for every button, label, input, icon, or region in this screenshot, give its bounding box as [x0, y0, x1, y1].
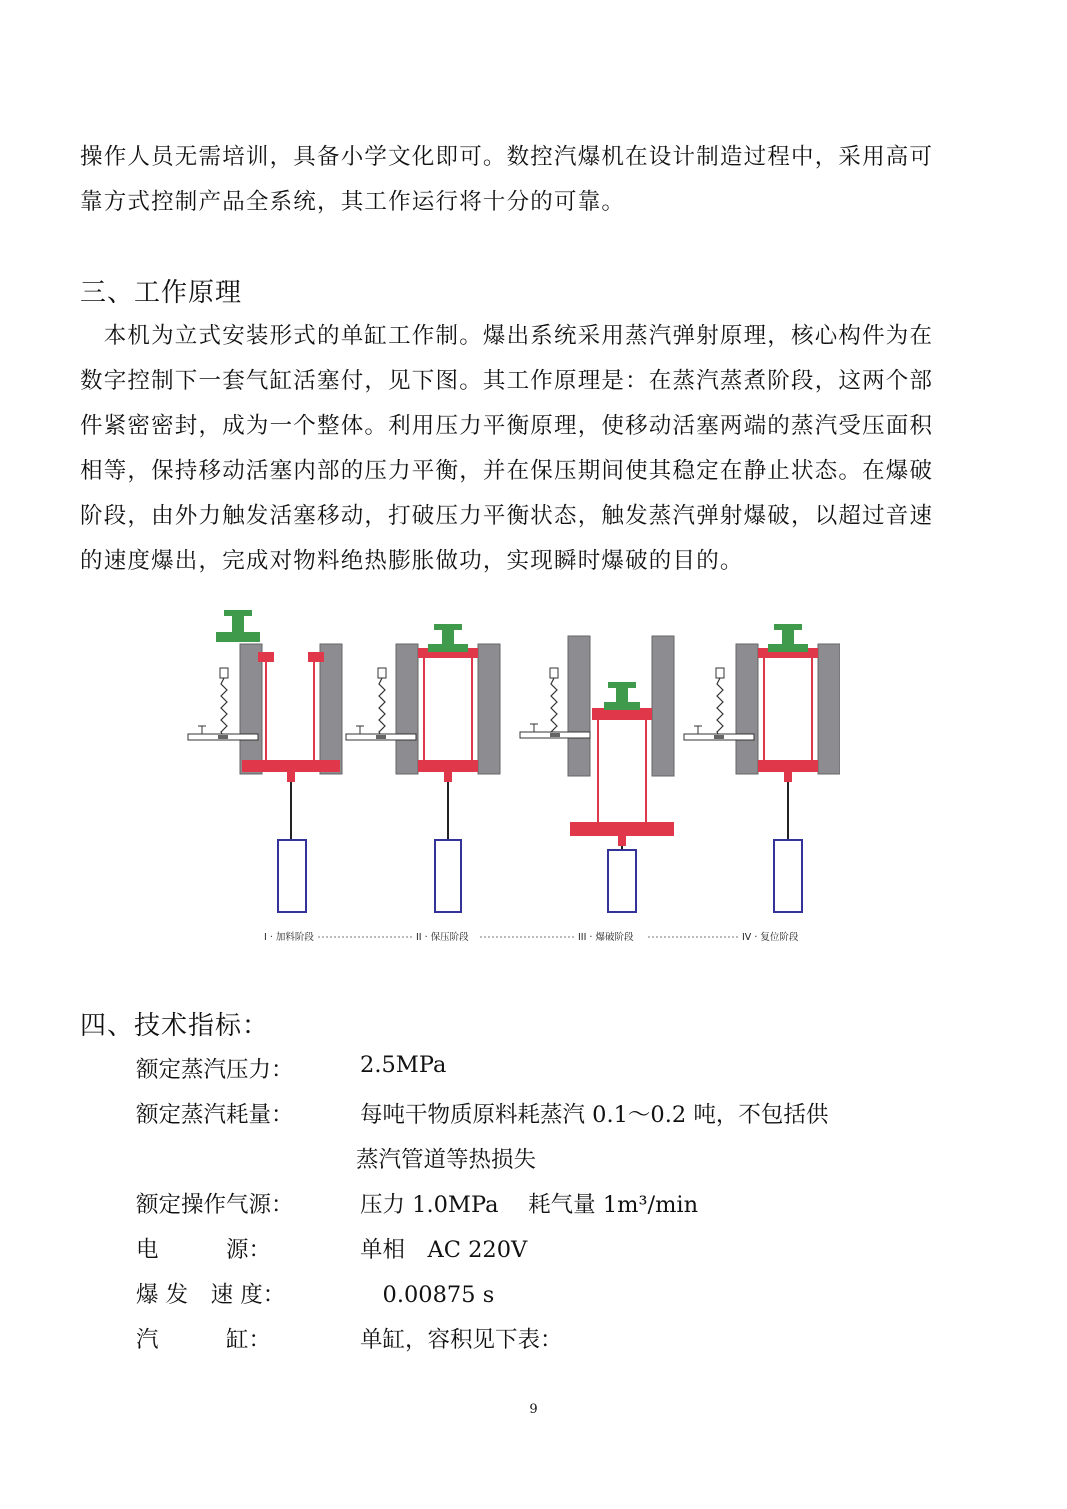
spring-icon: [551, 678, 557, 738]
spec-label: 额定蒸汽耗量：: [136, 1102, 294, 1128]
lid-flange: [428, 644, 468, 652]
lid-handle: [774, 624, 802, 630]
para-line: 件紧密密封，成为一个整体。利用压力平衡原理，使移动活塞两端的蒸汽受压面积: [80, 413, 934, 439]
rod-coupling: [618, 836, 626, 846]
valve-icon: [716, 668, 724, 678]
lid-stem: [232, 614, 244, 632]
para-line: 本机为立式安装形式的单缸工作制。爆出系统采用蒸汽弹射原理，核心构件为在: [80, 323, 934, 349]
trigger-block: [550, 733, 560, 737]
lid-flange: [604, 702, 640, 710]
para-line: 的速度爆出，完成对物料绝热膨胀做功，实现瞬时爆破的目的。: [80, 548, 744, 574]
spec-label: 额定操作气源：: [136, 1192, 294, 1218]
spec-value: 单相 AC 220V: [360, 1237, 528, 1263]
stages-group: [188, 610, 840, 912]
stage-label-4: IV · 复位阶段: [742, 932, 799, 943]
cylinder-wall-left: [736, 644, 758, 774]
para-line: 数字控制下一套气缸活塞付，见下图。其工作原理是：在蒸汽蒸煮阶段，这两个部: [80, 368, 934, 394]
spec-label: 爆 发 速 度：: [136, 1282, 286, 1308]
cylinder-wall-right: [320, 644, 342, 774]
rod-coupling: [444, 772, 452, 782]
section-4-heading: 四、技术指标：: [80, 1011, 270, 1041]
para-line: 阶段，由外力触发活塞移动，打破压力平衡状态，触发蒸汽弹射爆破，以超过音速: [80, 503, 934, 529]
spring-icon: [221, 678, 227, 738]
valve-icon: [220, 668, 228, 678]
collection-tank: [774, 840, 802, 912]
lid-handle: [224, 610, 252, 616]
trigger-block: [714, 735, 724, 739]
lid-stem: [442, 628, 454, 644]
rod-coupling: [784, 772, 792, 782]
trigger-block: [218, 735, 228, 739]
lid-handle: [608, 682, 636, 688]
piston-plate: [418, 760, 478, 772]
cylinder-wall-left: [240, 644, 262, 774]
piston-plate: [758, 760, 818, 772]
lid-handle: [434, 624, 462, 630]
spec-label: 额定蒸汽压力：: [136, 1057, 294, 1083]
rod-coupling: [287, 772, 295, 782]
para-line: 相等，保持移动活塞内部的压力平衡，并在保压期间使其稳定在静止状态。在爆破: [80, 458, 934, 484]
cylinder-wall-left: [396, 644, 418, 774]
seal-block: [258, 652, 274, 662]
intro-line-2: 靠方式控制产品全系统，其工作运行将十分的可靠。: [80, 189, 626, 215]
stage-labels: [264, 931, 799, 943]
page-number: 9: [529, 1402, 538, 1417]
piston-plate: [570, 822, 674, 836]
cylinder-wall-right: [652, 636, 674, 776]
lid-flange: [216, 632, 260, 642]
seal-block: [308, 652, 324, 662]
collection-tank: [608, 850, 636, 912]
trigger-block: [376, 735, 386, 739]
intro-line-1: 操作人员无需培训，具备小学文化即可。数控汽爆机在设计制造过程中，采用高可: [80, 144, 934, 170]
piston-plate: [242, 760, 340, 772]
spec-value: 每吨干物质原料耗蒸汽 0.1～0.2 吨，不包括供: [360, 1102, 829, 1128]
cylinder-wall-left: [568, 636, 590, 776]
lid-flange: [768, 644, 808, 652]
stage-label-2: II · 保压阶段: [416, 932, 469, 943]
cylinder-wall-right: [478, 644, 500, 774]
cylinder-wall-right: [818, 644, 840, 774]
spec-value: 压力 1.0MPa 耗气量 1m³/min: [360, 1192, 699, 1218]
spec-value: 2.5MPa: [360, 1052, 447, 1078]
spring-icon: [717, 678, 723, 738]
working-principle-diagram: [180, 600, 840, 950]
valve-icon: [378, 668, 386, 678]
section-3-heading: 三、工作原理: [80, 278, 243, 308]
collection-tank: [435, 840, 461, 912]
collection-tank: [278, 840, 306, 912]
stage-label-1: I · 加料阶段: [264, 932, 314, 943]
spec-value-continuation: 蒸汽管道等热损失: [356, 1147, 537, 1173]
spec-value: 0.00875 s: [360, 1282, 495, 1308]
spec-label: 汽 缸：: [136, 1327, 272, 1353]
lid-stem: [782, 628, 794, 644]
stage-label-3: III · 爆破阶段: [578, 932, 634, 943]
spring-icon: [379, 678, 385, 738]
lid-stem: [616, 686, 628, 702]
spec-label: 电 源：: [136, 1237, 272, 1263]
spec-value: 单缸，容积见下表：: [360, 1327, 563, 1353]
valve-icon: [550, 668, 558, 678]
